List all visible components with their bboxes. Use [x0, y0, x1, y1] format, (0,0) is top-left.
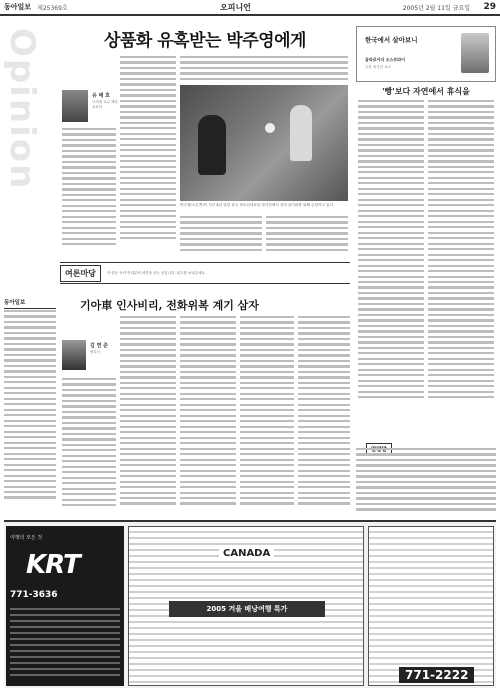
sidebar-byline: 글라로이다 오스트라이: [365, 57, 406, 62]
sidebar-body-col1: [358, 100, 424, 430]
column1-body-col3: [180, 216, 262, 260]
masthead-logo: 동아일보: [4, 298, 56, 309]
column1-body-col1: [62, 128, 116, 256]
quotes-text: [356, 448, 496, 518]
sidebar-column-box: [356, 26, 496, 82]
readers-forum-bar: [60, 262, 350, 284]
forum-label: 여론마당: [60, 265, 101, 282]
player-figure: [290, 105, 312, 161]
sidebar-title: 한국에서 살아보니: [365, 36, 418, 44]
page-number: 29: [483, 2, 496, 12]
travel-ad-krt[interactable]: [6, 526, 124, 686]
column2-headline[interactable]: 기아車 인사비리, 전화위복 계기 삼자: [80, 299, 259, 312]
newspaper-name: 동아일보: [4, 3, 32, 11]
ad-phone: 771-3636: [10, 590, 58, 600]
column2-author: [62, 340, 118, 372]
ad-right-phone: 771-2222: [399, 667, 474, 683]
section-title: 오피니언: [220, 2, 251, 12]
travel-ad-right[interactable]: [368, 526, 494, 686]
column1-body-col2: [120, 56, 176, 256]
column1-body-col4: [266, 216, 348, 260]
ad-brand: KRT: [26, 550, 80, 580]
author-role: 변호사: [90, 350, 101, 354]
forum-note: 이 란은 독자 여러분의 의견을 싣는 곳입니다. 원고를 보내주세요.: [106, 270, 206, 275]
sidebar-body-col2: [428, 100, 494, 430]
column2-body-col3: [180, 316, 236, 516]
author-photo: [62, 340, 86, 370]
advertisement-area: [4, 520, 496, 688]
issue-number: 제25369호: [37, 4, 68, 12]
ad-slogan: 여행의 모든 것: [10, 535, 43, 541]
ad-canada-label: CANADA: [219, 547, 274, 560]
goalkeeper-figure: [198, 115, 226, 175]
author-name: 유 태 호: [92, 93, 110, 99]
column1-author: [62, 90, 120, 125]
column2-body-col1: [62, 378, 116, 516]
author-role: 고려대 교수 체육교육학: [92, 100, 118, 109]
ad-listing: [10, 608, 120, 680]
sidebar-headline[interactable]: '빵'보다 자연에서 휴식을: [382, 86, 470, 96]
opinion-watermark: Opinion: [2, 28, 42, 191]
sidebar-author-photo: [461, 33, 489, 73]
author-name: 김 연 준: [90, 343, 108, 349]
travel-ad-middle[interactable]: [128, 526, 364, 686]
ball-figure: [265, 123, 275, 133]
photo-caption: 박주영(오른쪽)이 지난 4일 열린 한국 청소년대표팀 평가전에서 상대 골키퍼를 피해 슈팅하고 있다.: [180, 203, 335, 207]
publish-date: 2005년 2월 11일 금요일: [402, 4, 470, 12]
author-photo: [62, 90, 88, 122]
quotes-section: [356, 436, 496, 455]
column2-body-col5: [298, 316, 350, 516]
column2-body-col2: [120, 316, 176, 516]
soccer-photo[interactable]: [180, 85, 348, 201]
column2-body-col4: [240, 316, 294, 516]
sidebar-byrole: 주한 외국인 교수: [365, 65, 391, 69]
masthead-info-panel: [4, 298, 56, 518]
ad-banner: 2005 겨울 배낭여행 특가: [169, 601, 325, 617]
page-header: [0, 0, 500, 16]
column1-headline[interactable]: 상품화 유혹받는 박주영에게: [104, 31, 306, 51]
column1-body-top: [180, 56, 348, 84]
masthead-info-text: [4, 310, 56, 510]
